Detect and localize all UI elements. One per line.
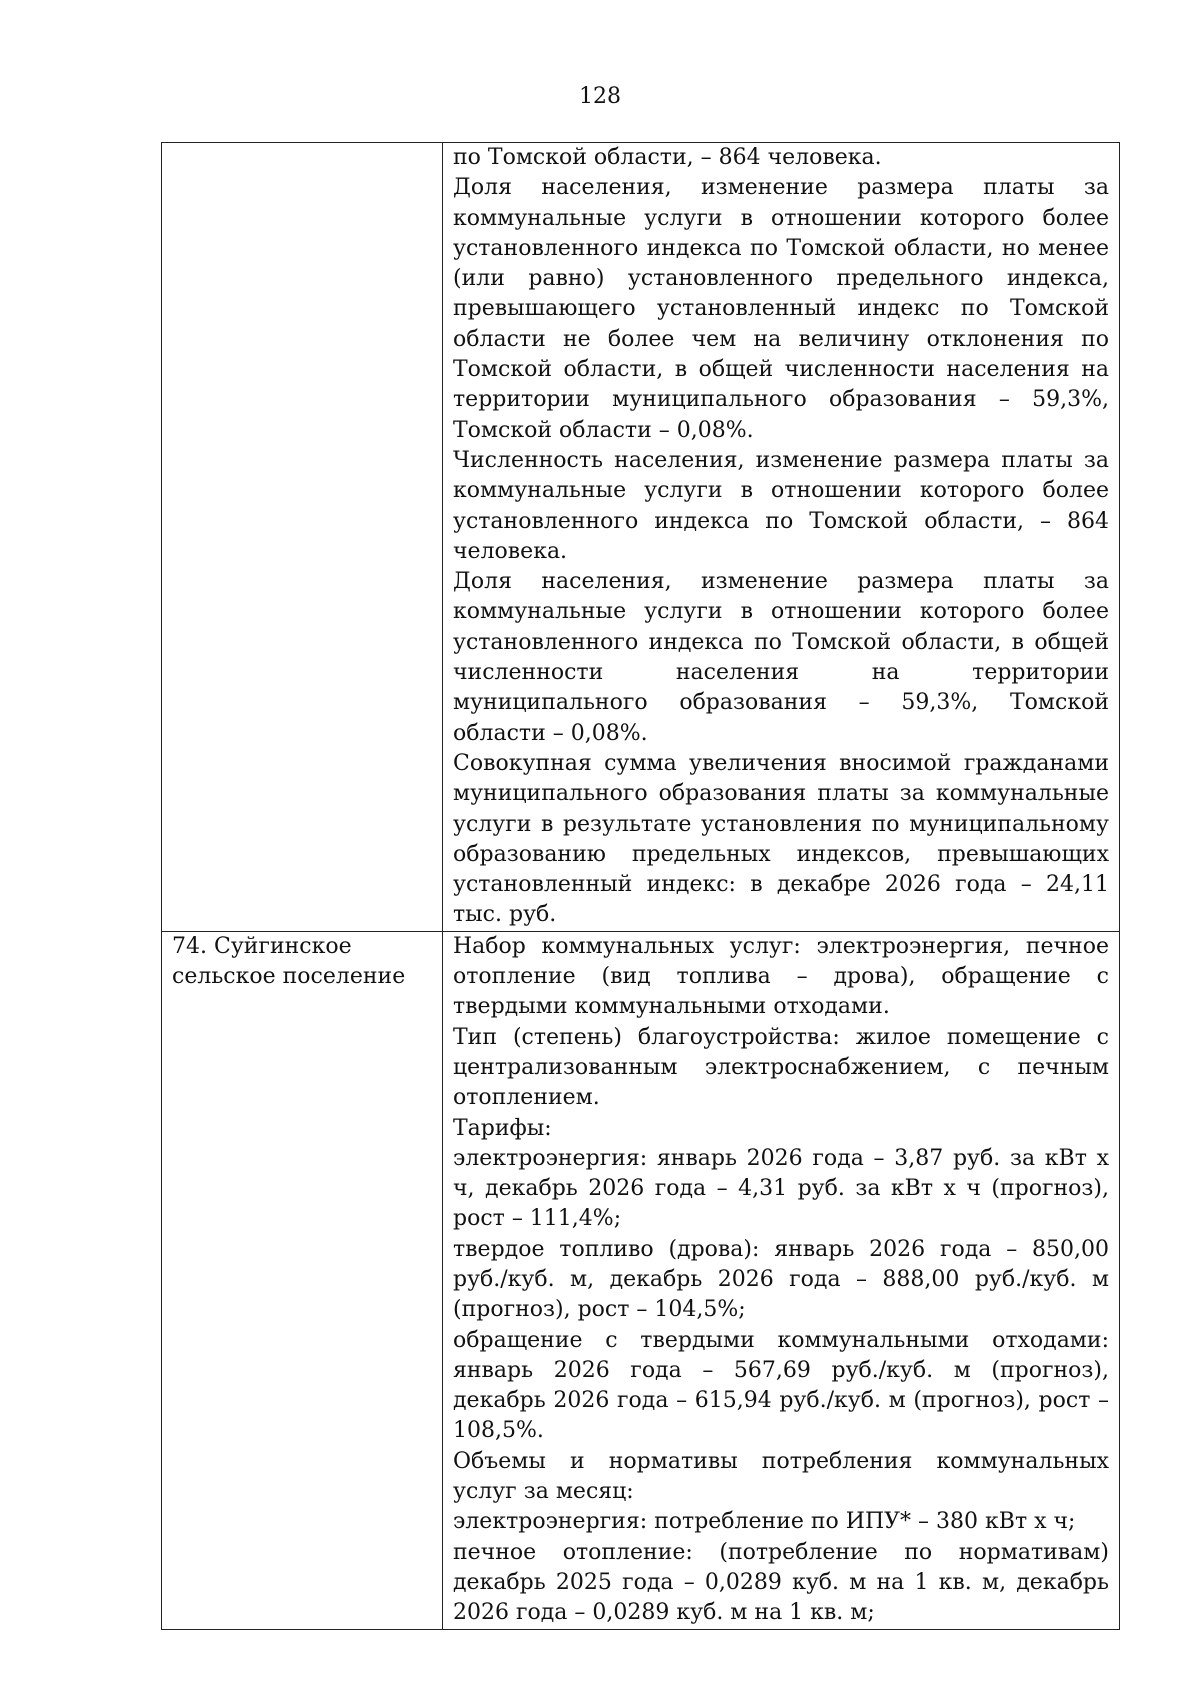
paragraph: Доля населения, изменение размера платы за коммунальные услуги в отношении которого более установленного индекса по Томской области, в общей численности населения на территории муниципального образования – 59,3%, Томской области – 0,08%. bbox=[453, 569, 1109, 746]
paragraph: Тип (степень) благоустройства: жилое помещение с централизованным электроснабжением, с печным отоплением. bbox=[453, 1024, 1109, 1111]
paragraph: Объемы и нормативы потребления коммунальных услуг за месяц: bbox=[453, 1448, 1109, 1505]
paragraph: по Томской области, – 864 человека. bbox=[453, 145, 882, 170]
paragraph: Тарифы: bbox=[453, 1115, 552, 1141]
paragraph: электроэнергия: потребление по ИПУ* – 380 кВт х ч; bbox=[453, 1509, 1076, 1535]
table-row bbox=[162, 931, 1120, 1629]
paragraph: Набор коммунальных услуг: электроэнергия, печное отопление (вид топлива – дрова), обращение с твердыми коммунальными отходами. bbox=[453, 933, 1109, 1020]
paragraph: обращение с твердыми коммунальными отходами: январь 2026 года – 567,69 руб./куб. м (прогноз), декабрь 2026 года – 615,94 руб./куб. м (прогноз), рост – 108,5%. bbox=[453, 1327, 1109, 1444]
paragraph: Численность населения, изменение размера платы за коммунальные услуги в отношении которого более установленного индекса по Томской области, – 864 человека. bbox=[453, 447, 1109, 564]
paragraph: электроэнергия: январь 2026 года – 3,87 руб. за кВт х ч, декабрь 2026 года – 4,31 руб. за кВт х ч (прогноз), рост – 111,4%; bbox=[453, 1145, 1109, 1232]
municipal-utilities-table bbox=[161, 142, 1120, 1630]
table-row bbox=[162, 143, 1120, 932]
municipality-cell bbox=[162, 143, 443, 932]
municipality-cell: 74. Суйгинское сельское поселение bbox=[162, 931, 443, 1629]
paragraph: печное отопление: (потребление по нормативам) декабрь 2025 года – 0,0289 куб. м на 1 кв. м, декабрь 2026 года – 0,0289 куб. м на 1 кв. м; bbox=[453, 1539, 1109, 1626]
details-cell bbox=[443, 143, 1120, 932]
page-number: 128 bbox=[579, 84, 621, 109]
paragraph: Совокупная сумма увеличения вносимой гражданами муниципального образования платы за коммунальные услуги в результате установления по муниципальному образованию предельных индексов, превышающих установленный индекс: в декабре 2026 года – 24,11 тыс. руб. bbox=[453, 750, 1109, 928]
paragraph: твердое топливо (дрова): январь 2026 года – 850,00 руб./куб. м, декабрь 2026 года – 888,00 руб./куб. м (прогноз), рост – 104,5%; bbox=[453, 1236, 1109, 1323]
details-cell bbox=[443, 931, 1120, 1629]
paragraph: Доля населения, изменение размера платы за коммунальные услуги в отношении которого более установленного индекса по Томской области, но менее (или равно) установленного предельного индекса, превышающего установленный индекс по Томской области не более чем на величину отклонения по Томской области, в общей численности населения на территории муниципального образования – 59,3%, Томской области – 0,08%. bbox=[453, 175, 1109, 443]
